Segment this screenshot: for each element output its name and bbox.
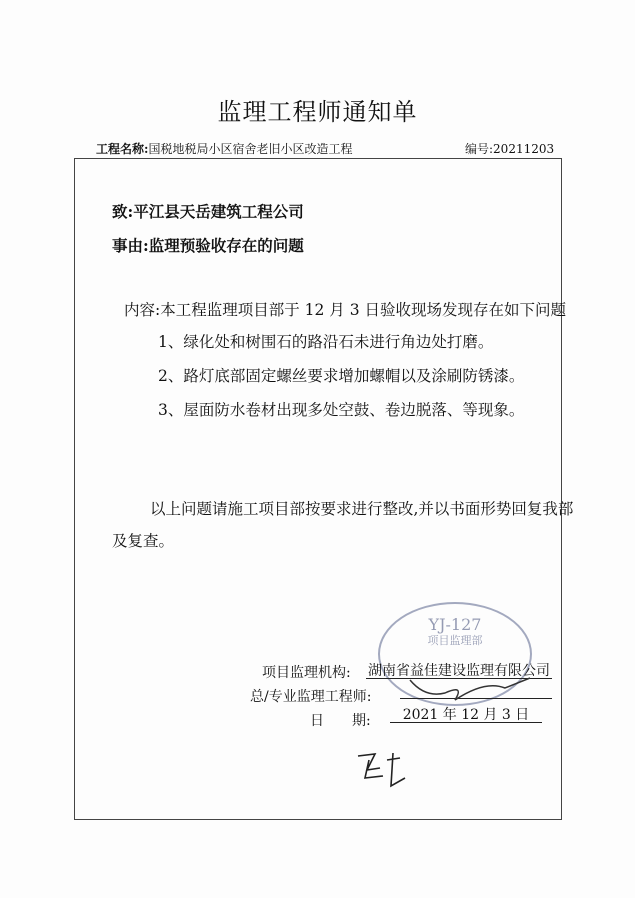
project-label: 工程名称: bbox=[96, 142, 149, 156]
project-name: 国税地税局小区宿舍老旧小区改造工程 bbox=[148, 142, 353, 156]
issue-item: 2、路灯底部固定螺丝要求增加螺帽以及涂刷防锈漆。 bbox=[158, 367, 525, 385]
closing-line: 以上问题请施工项目部按要求进行整改,并以书面形势回复我部 bbox=[150, 500, 574, 518]
project-name-row bbox=[96, 140, 352, 157]
closing-line: 及复查。 bbox=[112, 532, 175, 550]
subject-label: 事由: bbox=[112, 236, 149, 255]
issue-item: 3、屋面防水卷材出现多处空鼓、卷边脱落、等现象。 bbox=[158, 401, 525, 419]
seal-dept: 项目监理部 bbox=[427, 634, 483, 647]
number-row bbox=[465, 140, 554, 157]
org-label: 项目监理机构: bbox=[262, 665, 351, 681]
handwritten-signature-icon bbox=[355, 748, 415, 790]
subject: 监理预验收存在的问题 bbox=[148, 236, 304, 255]
engineer-label: 总/专业监理工程师: bbox=[250, 689, 372, 705]
subject-row bbox=[112, 234, 304, 256]
seal-code: YJ-127 bbox=[428, 615, 482, 634]
date-label: 日 期: bbox=[310, 713, 371, 729]
content-intro: 内容:本工程监理项目部于 12 月 3 日验收现场发现存在如下问题 bbox=[124, 301, 567, 319]
recipient-row bbox=[112, 200, 304, 222]
date-value: 2021 年 12 月 3 日 bbox=[390, 704, 542, 723]
document-title: 监理工程师通知单 bbox=[217, 98, 418, 126]
recipient: 平江县天岳建筑工程公司 bbox=[133, 202, 304, 221]
org-value: 湖南省益佳建设监理有限公司 bbox=[366, 660, 552, 679]
engineer-signature-icon bbox=[405, 672, 535, 702]
issue-item: 1、绿化处和树围石的路沿石未进行角边处打磨。 bbox=[158, 333, 494, 351]
number-label: 编号: bbox=[465, 142, 494, 156]
to-label: 致: bbox=[112, 202, 134, 221]
document-number: 20211203 bbox=[493, 142, 555, 156]
